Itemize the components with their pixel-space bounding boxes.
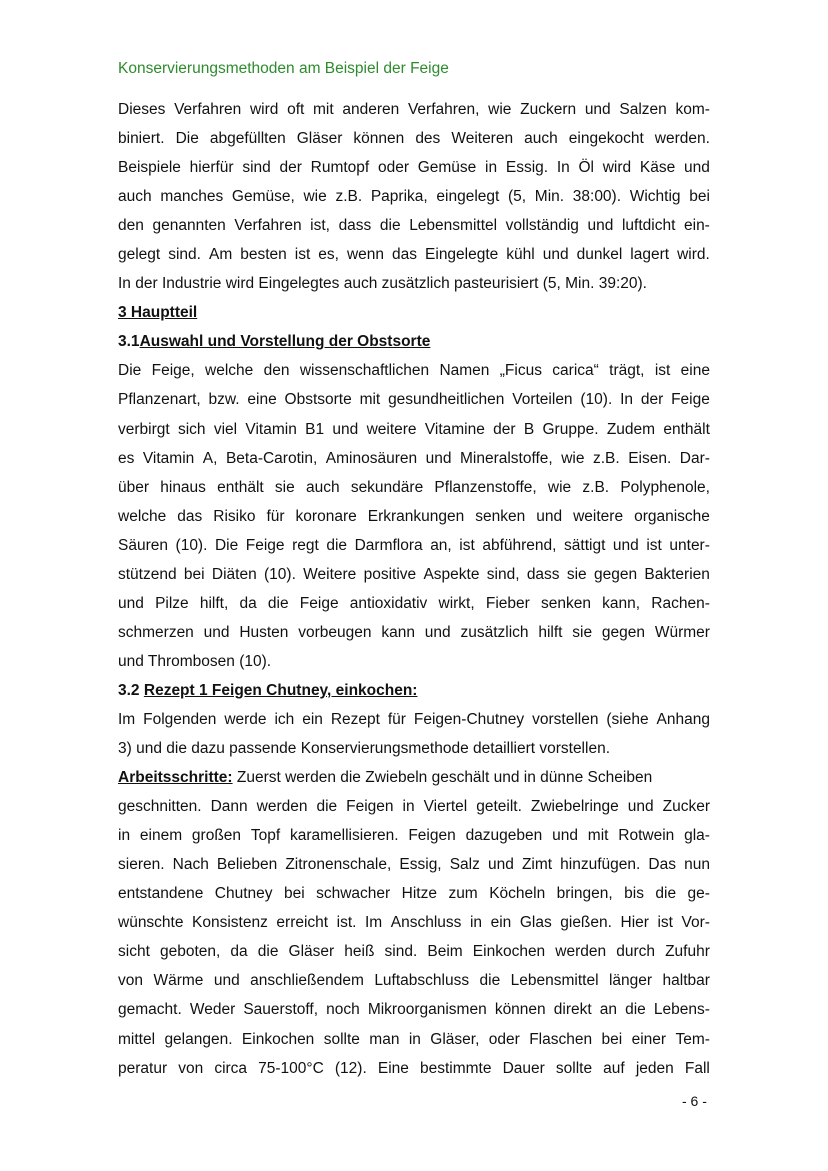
text-line: schmerzen und Husten vorbeugen kann und zusätzlich hilft sie gegen Würmer <box>118 623 710 641</box>
text-line: verbirgt sich viel Vitamin B1 und weitere Vitamine der B Gruppe. Zudem enthält <box>118 420 710 438</box>
text-line: von Wärme und anschließendem Luftabschluss die Lebensmittel länger haltbar <box>118 972 710 990</box>
text-line: und Thrombosen (10). <box>118 652 272 670</box>
text-line: über hinaus enthält sie auch sekundäre Pflanzenstoffe, wie z.B. Polyphenole, <box>118 478 710 496</box>
work-steps-text: Zuerst werden die Zwiebeln geschält und in dünne Scheiben <box>232 769 653 787</box>
section-heading-3: 3 Hauptteil <box>118 304 198 322</box>
text-line: in einem großen Topf karamellisieren. Feigen dazugeben und mit Rotwein gla- <box>118 827 710 845</box>
section-heading-3-2 <box>118 676 710 705</box>
text-line: entstandene Chutney bei schwacher Hitze zum Köcheln bringen, bis die ge- <box>118 885 710 903</box>
text-line: und Pilze hilft, da die Feige antioxidativ wirkt, Fieber senken kann, Rachen- <box>118 594 710 612</box>
text-line: stützend bei Diäten (10). Weitere positive Aspekte sind, dass sie gegen Bakterien <box>118 565 710 583</box>
text-line: peratur von circa 75-100°C (12). Eine bestimmte Dauer sollte auf jeden Fall <box>118 1059 710 1077</box>
text-line: es Vitamin A, Beta-Carotin, Aminosäuren und Mineralstoffe, wie z.B. Eisen. Dar- <box>118 449 710 467</box>
text-line: geschnitten. Dann werden die Feigen in Viertel geteilt. Zwiebelringe und Zucker <box>118 798 710 816</box>
paragraph-recipe-intro <box>118 705 710 763</box>
text-line: Dieses Verfahren wird oft mit anderen Verfahren, wie Zuckern und Salzen kom- <box>118 101 710 118</box>
running-header: Konservierungsmethoden am Beispiel der Feige <box>118 60 449 77</box>
text-line: sieren. Nach Belieben Zitronenschale, Essig, Salz und Zimt hinzufügen. Das nun <box>118 856 710 874</box>
text-line: Beispiele hierfür sind der Rumtopf oder Gemüse in Essig. In Öl wird Käse und <box>118 159 710 177</box>
document-body <box>118 95 710 1083</box>
text-line <box>118 763 710 792</box>
text-line: In der Industrie wird Eingelegtes auch zusätzlich pasteurisiert (5, Min. 39:20). <box>118 275 647 293</box>
paragraph-pickling <box>118 95 710 298</box>
section-title: Rezept 1 Feigen Chutney, einkochen: <box>143 681 418 699</box>
text-line: Pflanzenart, bzw. eine Obstsorte mit gesundheitlichen Vorteilen (10). In der Feige <box>118 391 710 409</box>
text-line: 3) und die dazu passende Konservierungsmethode detailliert vorstellen. <box>118 740 610 758</box>
section-number: 3.1 <box>118 333 140 351</box>
text-line: Die Feige, welche den wissenschaftlichen Namen „Ficus carica“ trägt, ist eine <box>118 362 710 380</box>
text-line: mittel gelangen. Einkochen sollte man in Gläser, oder Flaschen bei einer Tem- <box>118 1030 710 1048</box>
page-number: - 6 - <box>682 1093 707 1109</box>
section-heading-3-1 <box>118 327 710 356</box>
text-line: sicht geboten, da die Gläser heiß sind. Beim Einkochen werden durch Zufuhr <box>118 943 710 961</box>
text-line: Säuren (10). Die Feige regt die Darmflora an, ist abführend, sättigt und ist unter- <box>118 536 710 554</box>
text-line: auch manches Gemüse, wie z.B. Paprika, eingelegt (5, Min. 38:00). Wichtig bei <box>118 188 710 206</box>
work-steps-label: Arbeitsschritte: <box>118 769 233 787</box>
text-line: biniert. Die abgefüllten Gläser können des Weiteren auch eingekocht werden. <box>118 130 710 148</box>
text-line: gelegt sind. Am besten ist es, wenn das Eingelegte kühl und dunkel lagert wird. <box>118 246 710 264</box>
paragraph-fig-description <box>118 356 710 676</box>
text-line: welche das Risiko für koronare Erkrankungen senken und weitere organische <box>118 507 710 525</box>
text-line: Im Folgenden werde ich ein Rezept für Feigen-Chutney vorstellen (siehe Anhang <box>118 710 710 728</box>
section-number: 3.2 <box>118 681 140 699</box>
section-title: Auswahl und Vorstellung der Obstsorte <box>139 333 431 351</box>
text-line: gemacht. Weder Sauerstoff, noch Mikroorganismen können direkt an die Lebens- <box>118 1001 710 1019</box>
text-line: wünschte Konsistenz erreicht ist. Im Anschluss in ein Glas gießen. Hier ist Vor- <box>118 914 710 932</box>
paragraph-work-steps <box>118 763 710 1083</box>
text-line: den genannten Verfahren ist, dass die Lebensmittel vollständig und luftdicht ein- <box>118 217 710 235</box>
